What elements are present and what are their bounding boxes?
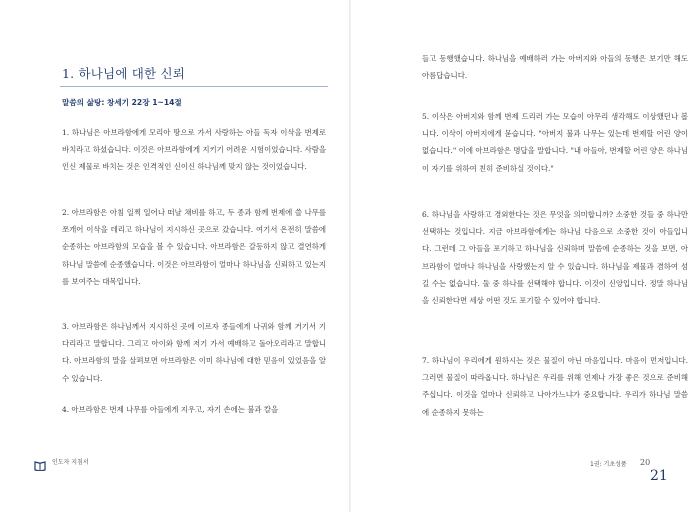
footer-left-label: 인도자 지침서 (52, 458, 89, 466)
paragraph-4: 4. 아브라함은 번제 나무를 아들에게 지우고, 자기 손에는 불과 칼을 (62, 405, 279, 414)
paragraph-7: 7. 하나님이 우리에게 원하시는 것은 물질이 아닌 마음입니다. 마음이 먼저입니다. 그러면 물질이 따라옵니다. 하나님은 우리를 위해 언제나 가장 좋은 것으로 준비해 주십니다. 이것을 얼마나 신뢰하고 나아가느냐가 중요합니다. 우리가 하나님 말씀에 순종하지 못하는 (422, 356, 688, 417)
right-page (351, 0, 700, 512)
page-number-left: 20 (640, 458, 651, 467)
paragraph-4-cont: 들고 동행했습니다. 하나님을 예배하러 가는 아버지와 아들의 동행은 보기만 해도 아름답습니다. (422, 54, 688, 81)
paragraph-2: 2. 아브라함은 아침 일찍 일어나 떠날 채비를 하고, 두 종과 함께 번제에 쓸 나무를 쪼개어 이삭을 데리고 하나님이 지시하신 곳으로 갔습니다. 여기서 온전히 말씀에 순종하는 아브라함의 모습을 볼 수 있습니다. 아브라함은 갈등하지 않고 결연하게 하나님 말씀에 순종했습니다. 이것은 아브라함이 얼마나 하나님을 신뢰하고 있는지를 보여주는 대목입니다. (62, 208, 326, 286)
scripture-reference: 말씀의 삶탕: 창세기 22장 1~14절 (62, 98, 182, 107)
section-title: 1. 하나님에 대한 신뢰 (62, 66, 186, 81)
footer-right-label: 1권: 기초성품 (590, 461, 627, 468)
left-footer (34, 456, 89, 466)
paragraph-5: 5. 이삭은 아버지와 함께 번제 드리러 가는 모습이 아무리 생각해도 이상했던나 봅니다. 이삭이 아버지에게 묻습니다. "아버지 불과 나무는 있는데 번제할 어린 양이 없습니다." 이에 아브라함은 명답을 말합니다. "내 아들아, 번제할 어린 양은 하나님이 자기를 위하여 친히 준비하실 것이다." (422, 112, 688, 173)
page-number-right: 21 (650, 468, 668, 484)
paragraph-1: 1. 하나님은 아브라함에게 모리아 땅으로 가서 사랑하는 아들 독자 이삭을 번제로 바치라고 하셨습니다. 이것은 아브라함에게 지키기 어려운 시험이었습니다. 사람을 인신 제물로 바치는 것은 인격적인 신이신 하나님께 맞지 않는 것이었습니다. (62, 128, 326, 172)
paragraph-6: 6. 하나님을 사랑하고 경외한다는 것은 무엇을 의미합니까? 소중한 것들 중 하나만 선택하는 것입니다. 지금 아브라함에게는 하나님 다음으로 소중한 것이 아들입니다. 그런데 그 아들을 포기하고 하나님을 신뢰하며 말씀에 순종하는 것을 보면, 아브라함이 얼마나 하나님을 사랑했는지 알 수 있습니다. 하나님을 제물과 겸하여 섬길 수는 없습니다. 둘 중 하나를 선택해야 합니다. 이것이 신앙입니다. 정말 하나님을 신뢰한다면 세상 어떤 것도 포기할 수 있어야 합니다. (422, 210, 688, 306)
title-divider (60, 86, 328, 87)
book-icon (34, 456, 46, 466)
paragraph-3: 3. 아브라함은 하나님께서 지시하신 곳에 이르자 종들에게 나귀와 함께 거기서 기다리라고 말합니다. 그리고 아이와 함께 저기 가서 예배하고 돌아오리라고 말합니다. 아브라함의 말을 살펴보면 아브라함은 이미 하나님에 대한 믿음이 있었음을 알 수 있습니다. (62, 322, 326, 383)
left-page (0, 0, 349, 512)
